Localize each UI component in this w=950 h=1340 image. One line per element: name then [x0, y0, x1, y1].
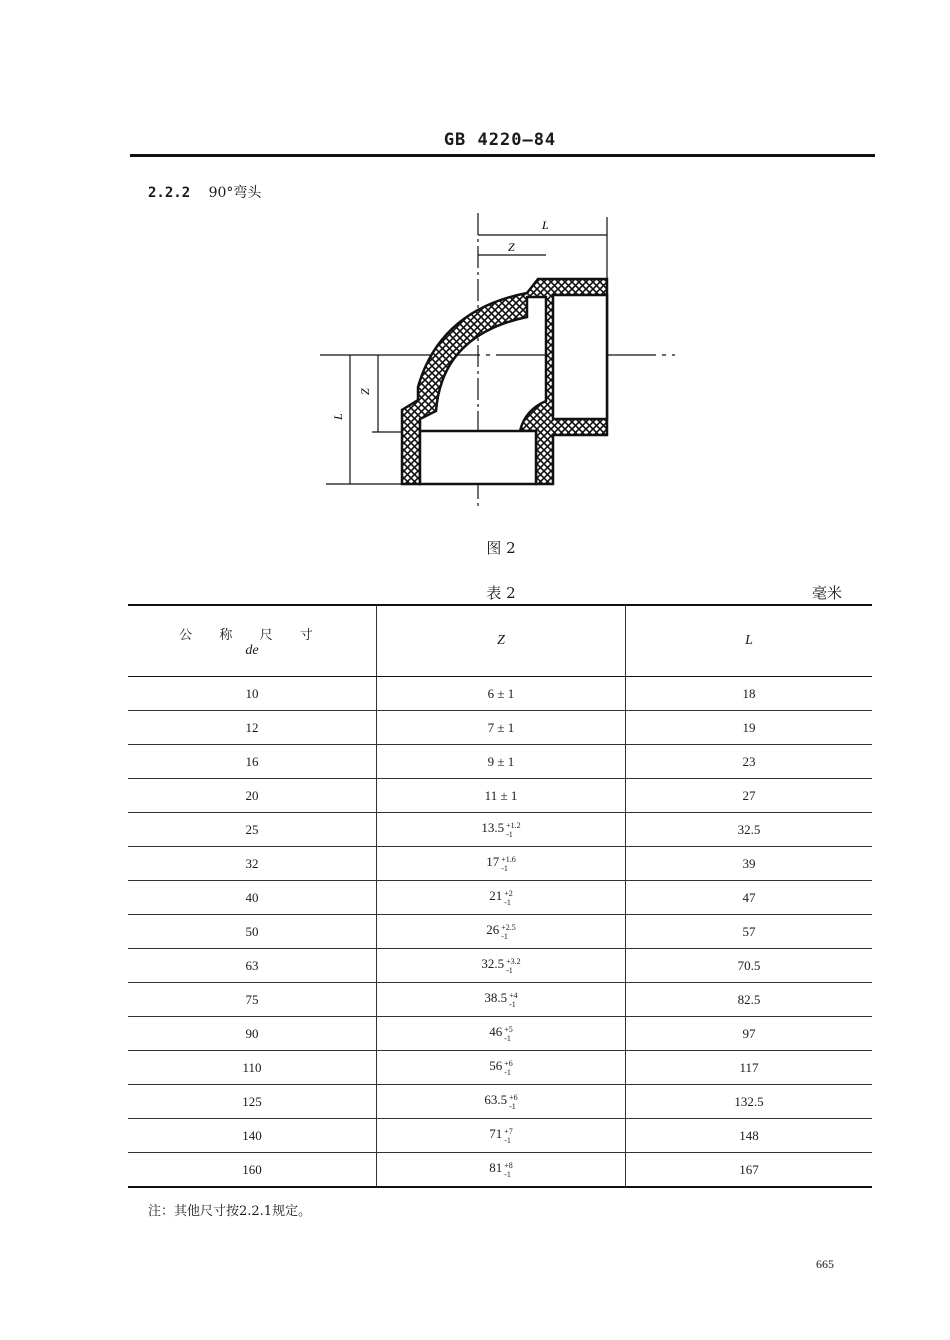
z-tolerance-upper: +8: [504, 1160, 513, 1170]
cell-l-value: 47: [742, 889, 756, 905]
cell-z-value: 9 ± 1: [487, 753, 515, 769]
cell-z: [377, 983, 626, 1017]
cell-de-value: 32: [245, 855, 259, 871]
cell-l: [626, 881, 873, 915]
table-body: [128, 677, 872, 1188]
cell-de-value: 160: [242, 1161, 262, 1177]
section-heading: [148, 182, 261, 202]
cell-de: [128, 677, 377, 711]
cell-l: [626, 983, 873, 1017]
cell-de: [128, 711, 377, 745]
z-tolerance-lower: -1: [504, 1135, 511, 1145]
cell-l-value: 148: [739, 1127, 759, 1143]
cell-z-value: 7 ± 1: [487, 719, 515, 735]
cell-l: [626, 1119, 873, 1153]
table-row: [128, 847, 872, 881]
cell-de: [128, 1085, 377, 1119]
cell-de-value: 90: [245, 1025, 259, 1041]
z-tolerance-upper: +6: [509, 1092, 518, 1102]
z-tolerance-upper: +5: [504, 1024, 513, 1034]
header-rule: [130, 154, 875, 157]
cell-z-value: 71: [489, 1126, 503, 1142]
cell-z-value: 56: [489, 1058, 503, 1074]
z-tolerance-lower: -1: [501, 931, 508, 941]
z-tolerance: [504, 1127, 513, 1145]
header-de: [128, 605, 377, 677]
cell-de-value: 50: [245, 923, 259, 939]
cell-l: [626, 1085, 873, 1119]
cell-z: [377, 711, 626, 745]
cell-z: [377, 1085, 626, 1119]
cell-z: [377, 813, 626, 847]
cell-de-value: 16: [245, 753, 259, 769]
z-tolerance-lower: -1: [509, 999, 516, 1009]
z-tolerance: [506, 821, 521, 839]
cell-z-value: 17: [486, 854, 500, 870]
cell-z: [377, 881, 626, 915]
z-tolerance-lower: -1: [504, 1033, 511, 1043]
cell-l: [626, 949, 873, 983]
dimensions-table: [128, 604, 872, 1188]
cell-z: [377, 1153, 626, 1188]
cell-z-value: 46: [489, 1024, 503, 1040]
z-tolerance: [509, 1093, 518, 1111]
cell-l: [626, 677, 873, 711]
standard-header: GB 4220—84: [443, 130, 557, 150]
cell-de-value: 25: [245, 821, 259, 837]
cell-z: [377, 779, 626, 813]
page-number: 665: [816, 1257, 834, 1271]
cell-de-value: 140: [242, 1127, 262, 1143]
table-row: [128, 949, 872, 983]
z-tolerance-lower: -1: [504, 897, 511, 907]
cell-de: [128, 1119, 377, 1153]
cell-de: [128, 1017, 377, 1051]
figure-caption: 图 2: [486, 539, 516, 557]
cell-z-value: 11 ± 1: [484, 787, 518, 803]
cell-l: [626, 847, 873, 881]
cell-de: [128, 1153, 377, 1188]
z-tolerance-upper: +2.5: [501, 922, 516, 932]
z-tolerance: [504, 1059, 513, 1077]
cell-z: [377, 847, 626, 881]
cell-l: [626, 1051, 873, 1085]
cell-l-value: 32.5: [737, 821, 761, 837]
header-de-symbol: de: [245, 642, 259, 658]
cell-l: [626, 745, 873, 779]
table-row: [128, 813, 872, 847]
cell-de-value: 10: [245, 685, 259, 701]
cell-de: [128, 847, 377, 881]
cell-z-value: 21: [489, 888, 503, 904]
z-tolerance-lower: -1: [504, 1169, 511, 1179]
z-tolerance: [501, 923, 516, 941]
footnote: 注：其他尺寸按2.2.1规定。: [148, 1204, 312, 1219]
cell-de: [128, 1051, 377, 1085]
table-row: [128, 881, 872, 915]
z-tolerance-lower: -1: [509, 1101, 516, 1111]
cell-z-value: 63.5: [484, 1092, 508, 1108]
z-tolerance-upper: +2: [504, 888, 513, 898]
cell-l-value: 57: [742, 923, 756, 939]
cell-z-value: 26: [486, 922, 500, 938]
table-row: [128, 1153, 872, 1188]
table-row: [128, 1085, 872, 1119]
z-tolerance-upper: +6: [504, 1058, 513, 1068]
cell-l-value: 97: [742, 1025, 756, 1041]
cell-de-value: 75: [245, 991, 259, 1007]
z-tolerance-upper: +1.2: [506, 820, 521, 830]
cell-l-value: 117: [739, 1059, 759, 1075]
cell-l-value: 27: [742, 787, 756, 803]
cell-de-value: 110: [242, 1059, 262, 1075]
z-tolerance-upper: +7: [504, 1126, 513, 1136]
cell-z-value: 38.5: [484, 990, 508, 1006]
cell-l-value: 23: [742, 753, 756, 769]
z-tolerance: [504, 1161, 513, 1179]
dim-label-z-side: Z: [358, 388, 372, 395]
cell-l-value: 19: [742, 719, 756, 735]
cell-de: [128, 779, 377, 813]
cell-l-value: 70.5: [737, 957, 761, 973]
cell-l: [626, 813, 873, 847]
cell-l: [626, 711, 873, 745]
cell-de-value: 125: [242, 1093, 262, 1109]
cell-l-value: 167: [739, 1161, 759, 1177]
cell-z: [377, 677, 626, 711]
table-caption: 表 2: [486, 584, 516, 602]
cell-l-value: 82.5: [737, 991, 761, 1007]
cell-l: [626, 915, 873, 949]
elbow-diagram: [320, 205, 680, 515]
cell-z-value: 13.5: [481, 820, 505, 836]
cell-z: [377, 745, 626, 779]
dim-label-z-top: Z: [508, 240, 515, 254]
table-row: [128, 677, 872, 711]
z-tolerance-lower: -1: [504, 1067, 511, 1077]
cell-l-value: 18: [742, 685, 756, 701]
cell-de-value: 20: [245, 787, 259, 803]
cell-z-value: 81: [489, 1160, 503, 1176]
header-de-zh: 公 称 尺 寸: [179, 626, 325, 642]
table-unit: 毫米: [812, 584, 843, 602]
z-tolerance-upper: +1.6: [501, 854, 516, 864]
z-tolerance: [509, 991, 518, 1009]
table-row: [128, 1119, 872, 1153]
dim-label-l-side: L: [331, 413, 345, 420]
table-row: [128, 1017, 872, 1051]
z-tolerance-lower: -1: [506, 965, 513, 975]
table-row: [128, 915, 872, 949]
cell-z-value: 6 ± 1: [487, 685, 515, 701]
z-tolerance: [506, 957, 521, 975]
cell-z: [377, 1119, 626, 1153]
cell-l: [626, 1017, 873, 1051]
z-tolerance-upper: +4: [509, 990, 518, 1000]
cell-z: [377, 949, 626, 983]
z-tolerance: [504, 889, 513, 907]
z-tolerance: [504, 1025, 513, 1043]
table-row: [128, 711, 872, 745]
cell-de-value: 63: [245, 957, 259, 973]
header-l: L: [626, 605, 873, 677]
header-z: Z: [377, 605, 626, 677]
cell-l: [626, 779, 873, 813]
cell-de: [128, 949, 377, 983]
z-tolerance-lower: -1: [501, 863, 508, 873]
cell-l-value: 39: [742, 855, 756, 871]
cell-de-value: 12: [245, 719, 259, 735]
cell-de-value: 40: [245, 889, 259, 905]
cell-de: [128, 915, 377, 949]
table-row: [128, 779, 872, 813]
cell-de: [128, 983, 377, 1017]
dim-label-l-top: L: [542, 218, 549, 232]
z-tolerance-upper: +3.2: [506, 956, 521, 966]
cell-z: [377, 1051, 626, 1085]
table-row: [128, 1051, 872, 1085]
cell-z: [377, 915, 626, 949]
section-number: 2.2.2: [148, 185, 191, 201]
cell-de: [128, 813, 377, 847]
section-title: 90°弯头: [208, 185, 262, 201]
cell-de: [128, 881, 377, 915]
table-row: [128, 745, 872, 779]
z-tolerance-lower: -1: [506, 829, 513, 839]
cell-l: [626, 1153, 873, 1188]
z-tolerance: [501, 855, 516, 873]
cell-z: [377, 1017, 626, 1051]
table-header-row: [128, 605, 872, 677]
cell-de: [128, 745, 377, 779]
table-row: [128, 983, 872, 1017]
cell-z-value: 32.5: [481, 956, 505, 972]
cell-l-value: 132.5: [734, 1093, 764, 1109]
